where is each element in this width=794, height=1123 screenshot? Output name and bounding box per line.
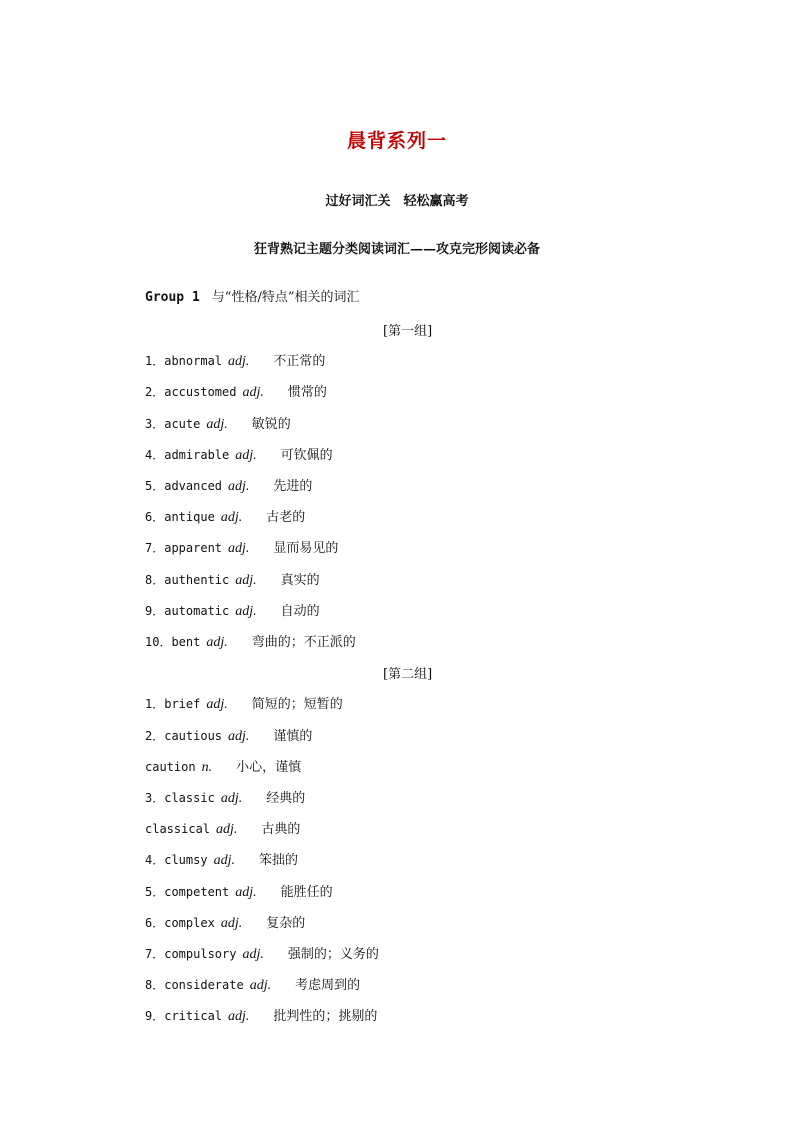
entry-number: 1． [145,697,165,712]
vocab-entry [145,727,312,745]
entry-word: clumsy [164,853,208,868]
entry-word: automatic [164,603,230,618]
vocab-entry [145,602,320,620]
entry-meaning: 古老的 [266,510,306,526]
vocab-entry [145,820,300,838]
entry-number: 1． [145,354,165,369]
entry-meaning: 真实的 [280,572,320,588]
entry-number: 7． [145,947,165,961]
entry-part-of-speech: adj. [206,635,228,650]
entry-part-of-speech: adj. [242,947,264,962]
vocab-entry [145,508,305,526]
entry-word: bent [171,635,201,649]
entry-part-of-speech: adj. [235,572,257,588]
vocab-entry [145,695,343,713]
entry-word: considerate [164,978,244,993]
entry-part-of-speech: adj. [249,978,272,994]
entry-part-of-speech: adj. [216,822,238,838]
entry-part-of-speech: adj. [235,603,257,619]
entry-meaning: 小心，谨慎 [236,759,302,775]
entry-meaning: 简短的；短暂的 [251,697,343,713]
entry-word: complex [164,915,215,930]
entry-word: abnormal [164,354,223,369]
entry-part-of-speech: adj. [220,915,243,931]
entry-number: 4． [145,447,165,462]
entry-word: brief [164,697,201,712]
vocab-entry [145,571,320,589]
entry-word: cautious [164,728,223,743]
entry-part-of-speech: adj. [228,728,250,744]
entry-part-of-speech: adj. [235,884,257,900]
entry-word: acute [164,416,201,431]
entry-part-of-speech: adj. [228,1009,250,1025]
entry-number: 5． [145,479,165,493]
entry-word: accustomed [164,385,237,400]
entry-number: 9． [145,1009,165,1024]
entry-part-of-speech: adj. [228,354,250,370]
group-description: 与“性格/特点”相关的词汇 [211,290,360,305]
entry-meaning: 可钦佩的 [280,447,333,463]
entry-part-of-speech: adj. [220,791,243,806]
vocab-entry [145,1007,377,1025]
group-label: Group 1 [145,290,200,305]
entry-part-of-speech: adj. [228,541,250,557]
entry-word: antique [164,510,215,525]
entry-number: 5． [145,884,165,899]
entry-word: classic [164,791,215,805]
entry-number: 8． [145,978,165,993]
entry-meaning: 批判性的；挑剔的 [273,1009,378,1025]
entry-meaning: 复杂的 [266,915,306,931]
subtitle-primary: 过好词汇关 轻松赢高考 [325,194,469,209]
entry-number: 9． [145,603,165,618]
entry-part-of-speech: adj. [228,479,250,494]
vocab-entry [145,851,298,869]
vocab-entry [145,976,360,994]
entry-meaning: 先进的 [273,479,313,494]
entry-meaning: 古典的 [261,822,301,838]
entry-part-of-speech: n. [201,759,213,775]
vocab-entry [145,789,305,807]
vocab-entry [145,633,356,651]
entry-meaning: 不正常的 [273,354,326,370]
entry-meaning: 敏锐的 [251,416,291,432]
entry-word: classical [145,822,211,837]
entry-number: 6． [145,510,165,525]
entry-meaning: 谨慎的 [273,728,313,744]
entry-part-of-speech: adj. [220,510,243,526]
entry-word: authentic [164,572,230,587]
vocab-entry [145,383,327,401]
entry-word: caution [145,759,196,774]
vocab-entry [145,945,379,963]
vocab-entry [145,446,333,464]
subtitle-secondary: 狂背熟记主题分类阅读词汇——攻克完形阅读必备 [253,242,540,257]
entry-part-of-speech: adj. [242,385,264,401]
entry-number: 2． [145,385,165,400]
entry-part-of-speech: adj. [213,853,235,869]
entry-meaning: 强制的；义务的 [287,947,379,962]
group-heading [145,286,359,305]
section-label: [第一组] [383,324,433,339]
vocab-entry [145,539,338,557]
entry-meaning: 自动的 [280,603,320,619]
entry-word: admirable [164,447,230,462]
vocab-entry [145,352,325,370]
vocab-entry [145,883,333,901]
entry-number: 10． [145,635,172,649]
entry-number: 8． [145,572,165,587]
entry-number: 6． [145,915,165,930]
entry-meaning: 能胜任的 [280,884,333,900]
entry-number: 2． [145,728,165,743]
entry-part-of-speech: adj. [206,697,228,713]
entry-number: 3． [145,791,165,805]
entry-meaning: 经典的 [266,791,306,806]
entry-word: competent [164,884,230,899]
entry-meaning: 考虑周到的 [295,978,361,994]
entry-word: apparent [164,541,223,556]
entry-part-of-speech: adj. [206,416,228,432]
entry-word: compulsory [164,947,237,961]
vocab-entry [145,477,312,495]
entry-part-of-speech: adj. [235,447,257,463]
entry-meaning: 笨拙的 [258,853,298,869]
entry-meaning: 惯常的 [287,385,327,401]
entry-number: 3． [145,416,165,431]
entry-word: advanced [164,479,223,493]
page-title: 晨背系列一 [346,130,447,152]
entry-meaning: 显而易见的 [273,541,339,557]
entry-word: critical [164,1009,223,1024]
entry-meaning: 弯曲的；不正派的 [251,635,356,650]
vocab-entry [145,914,305,932]
entry-number: 4． [145,853,165,868]
section-label: [第二组] [383,667,433,683]
vocab-entry [145,415,291,433]
vocab-entry [145,758,301,776]
entry-number: 7． [145,541,165,556]
